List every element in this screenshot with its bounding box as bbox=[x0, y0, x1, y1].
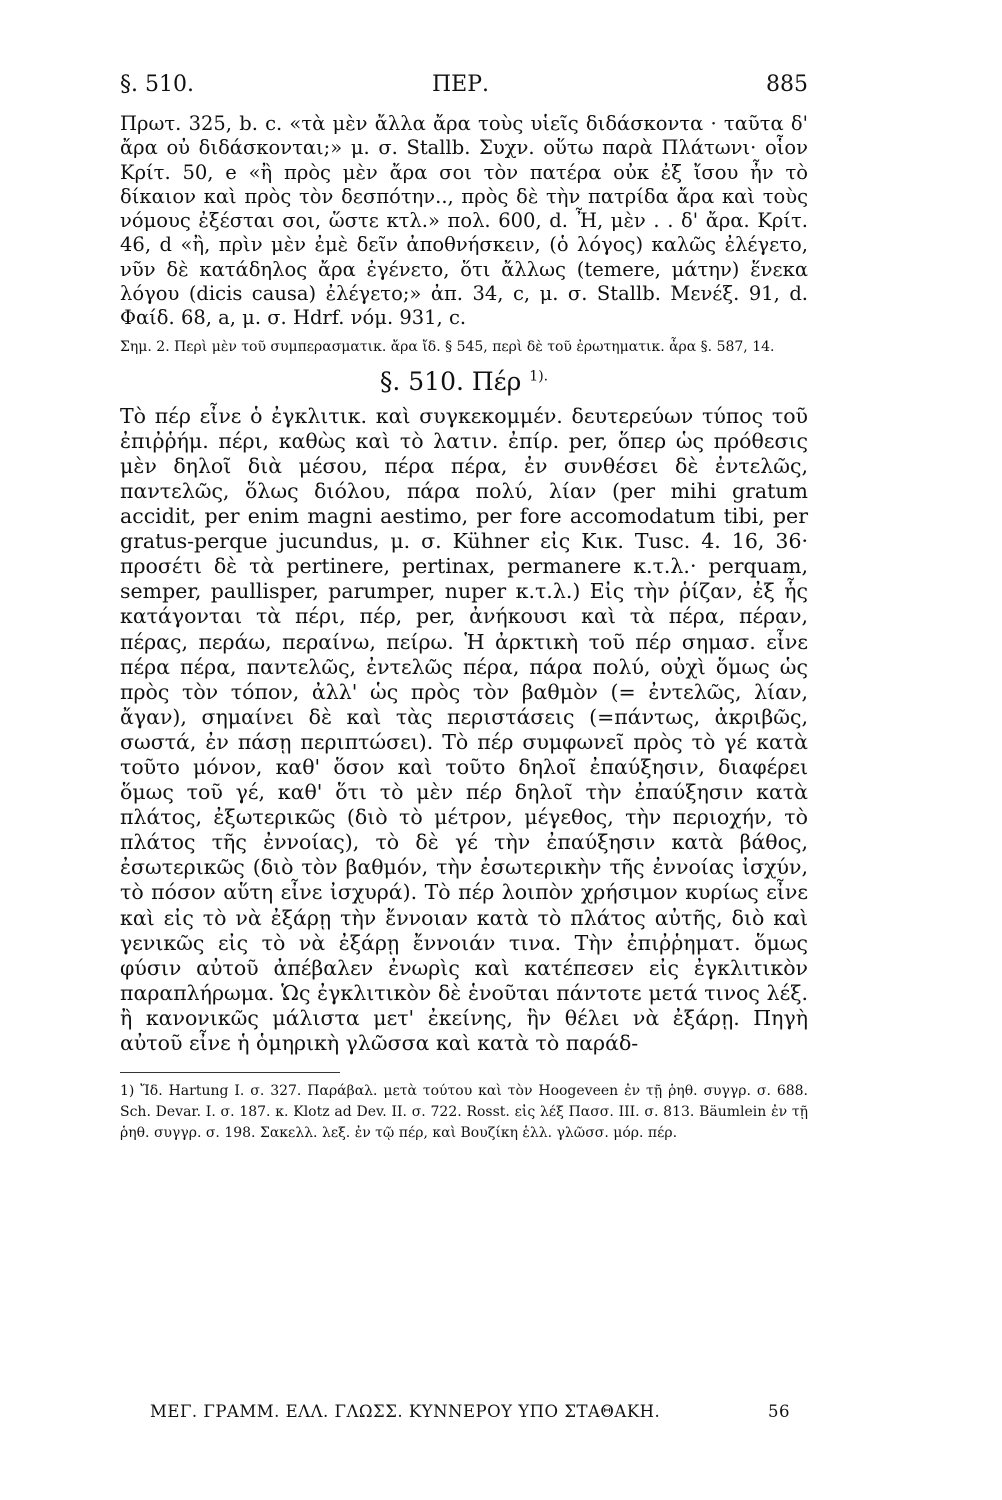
main-paragraph: Τὸ πέρ εἶνε ὁ ἐγκλιτικ. καὶ συγκεκομμέν. δευτερεύων τύπος τοῦ ἐπιῤῥήμ. πέρι, καθὼς καὶ τὸ λατιν. ἐπίρ. per, ὅπερ ὡς πρόθεσις μὲν δηλοῖ διὰ μέσου, πέρα πέρα, ἐν συνθέσει δὲ ἐντελῶς, παντελῶς, ὅλως διόλου, πάρα πολύ, λίαν (per mihi gratum accidit, per enim magni aestimo, per fore accomodatum tibi, per gratus-perque jucundus, μ. σ. Kühner εἰς Κικ. Tusc. 4. 16, 36· προσέτι δὲ τὰ pertinere, pertinax, permanere κ.τ.λ.· perquam, semper, paullisper, parumper, nuper κ.τ.λ.) Εἰς τὴν ῥίζαν, ἐξ ἧς κατάγονται τὰ πέρι, πέρ, per, ἀνήκουσι καὶ τὰ πέρα, πέραν, πέρας, περάω, περαίνω, πείρω. Ἡ ἀρκτικὴ τοῦ πέρ σημασ. εἶνε πέρα πέρα, παντελῶς, ἐντελῶς πέρα, πάρα πολύ, οὐχὶ ὅμως ὡς πρὸς τὸν τόπον, ἀλλ' ὡς πρὸς τὸν βαθμὸν (= ἐντελῶς, λίαν, ἄγαν), σημαίνει δὲ καὶ τὰς περιστάσεις (=πάντως, ἀκριβῶς, σωστά, ἐν πάσῃ περιπτώσει). Τὸ πέρ συμφωνεῖ πρὸς τὸ γέ κατὰ τοῦτο μόνον, καθ' ὅσον καὶ τοῦτο δηλοῖ ἐπαύξησιν, διαφέρει ὅμως τοῦ γέ, καθ' ὅτι τὸ μὲν πέρ δηλοῖ τὴν ἐπαύξησιν κατὰ πλάτος, ἐξωτερικῶς (διὸ τὸ μέτρον, μέγεθος, τὴν περιοχήν, τὸ πλάτος τῆς ἐννοίας), τὸ δὲ γέ τὴν ἐπαύξησιν κατὰ βάθος, ἐσωτερικῶς (διὸ τὸν βαθμόν, τὴν ἐσωτερικὴν τῆς ἐννοίας ἰσχύν, τὸ πόσον αὕτη εἶνε ἰσχυρά). Τὸ πέρ λοιπὸν χρήσιμον κυρίως εἶνε καὶ εἰς τὸ νὰ ἐξάρῃ τὴν ἔννοιαν κατὰ τὸ πλάτος αὐτῆς, διὸ καὶ γενικῶς εἰς τὸ νὰ ἐξάρῃ ἔννοιάν τινα. Τὴν ἐπιῤῥηματ. ὅμως φύσιν αὐτοῦ ἀπέβαλεν ἐνωρὶς καὶ κατέπεσεν εἰς ἐγκλιτικὸν παραπλήρωμα. Ὡς ἐγκλιτικὸν δὲ ἑνοῦται πάντοτε μετά τινος λέξ. ἢ κανονικῶς μάλιστα μετ' ἐκείνης, ἣν θέλει νὰ ἐξάρῃ. Πηγὴ αὐτοῦ εἶνε ἡ ὁμηρικὴ γλῶσσα καὶ κατὰ τὸ παράδ- bbox=[120, 403, 808, 1056]
footnote-reference[interactable]: 1). bbox=[529, 368, 549, 385]
footer-text: ΜΕΓ. ΓΡΑΜΜ. ΕΛΛ. ΓΛΩΣΣ. ΚΥΝΝΕΡΟΥ ΥΠΟ ΣΤΑΘΑΚΗ. bbox=[150, 1402, 661, 1421]
footnote: 1) Ἴδ. Hartung I. σ. 327. Παράβαλ. μετὰ τούτου καὶ τὸν Hoogeveen ἐν τῇ ῥηθ. συγγρ. σ. 688. Sch. Devar. I. σ. 187. κ. Klotz ad Dev. II. σ. 722. Rosst. εἰς λέξ Πασσ. III. σ. 813. Bäumlein ἐν τῇ ῥηθ. συγγρ. σ. 198. Σακελλ. λεξ. ἐν τῷ πέρ, καὶ Βουζίκη ἑλλ. γλῶσσ. μόρ. πέρ. bbox=[120, 1083, 808, 1142]
note: Σημ. 2. Περὶ μὲν τοῦ συμπερασματικ. ἄρα ἴδ. § 545, περὶ δὲ τοῦ ἐρωτηματικ. ἆρα §. 587, 14. bbox=[120, 338, 775, 355]
top-paragraph: Πρωτ. 325, b. c. «τὰ μὲν ἄλλα ἄρα τοὺς υἱεῖς διδάσκοντα · ταῦτα δ' ἄρα οὐ διδάσκονται;» μ. σ. Stallb. Συχν. οὕτω παρὰ Πλάτωνι· οἷον Κρίτ. 50, e «ἢ πρὸς μὲν ἄρα σοι τὸν πατέρα οὐκ ἐξ ἴσου ἦν τὸ δίκαιον καὶ πρὸς τὸν δεσπότην.., πρὸς δὲ τὴν πατρίδα ἄρα καὶ τοὺς νόμους ἐξέσται σοι, ὥστε κτλ.» πολ. 600, d. Ἦ, μὲν . . δ' ἄρα. Κρίτ. 46, d «ἢ, πρὶν μὲν ἐμὲ δεῖν ἀποθνήσκειν, (ὁ λόγος) καλῶς ἐλέγετο, νῦν δὲ κατάδηλος ἄρα ἐγένετο, ὅτι ἄλλως (temere, μάτην) ἕνεκα λόγου (dicis causa) ἐλέγετο;» ἀπ. 34, c, μ. σ. Stallb. Μενέξ. 91, d. Φαίδ. 68, a, μ. σ. Hdrf. νόμ. 931, c. bbox=[120, 112, 808, 330]
section-heading bbox=[120, 367, 808, 396]
footnote-divider bbox=[120, 1072, 340, 1073]
printer-footer bbox=[150, 1402, 790, 1421]
running-header bbox=[120, 72, 808, 112]
page-number: 885 bbox=[766, 72, 808, 97]
header-section: §. 510. bbox=[120, 72, 194, 97]
section-heading-label: §. 510. Πέρ bbox=[379, 366, 522, 396]
header-title: ΠΕΡ. bbox=[432, 72, 490, 97]
signature-mark: 56 bbox=[768, 1402, 790, 1421]
page-body bbox=[120, 72, 808, 1144]
